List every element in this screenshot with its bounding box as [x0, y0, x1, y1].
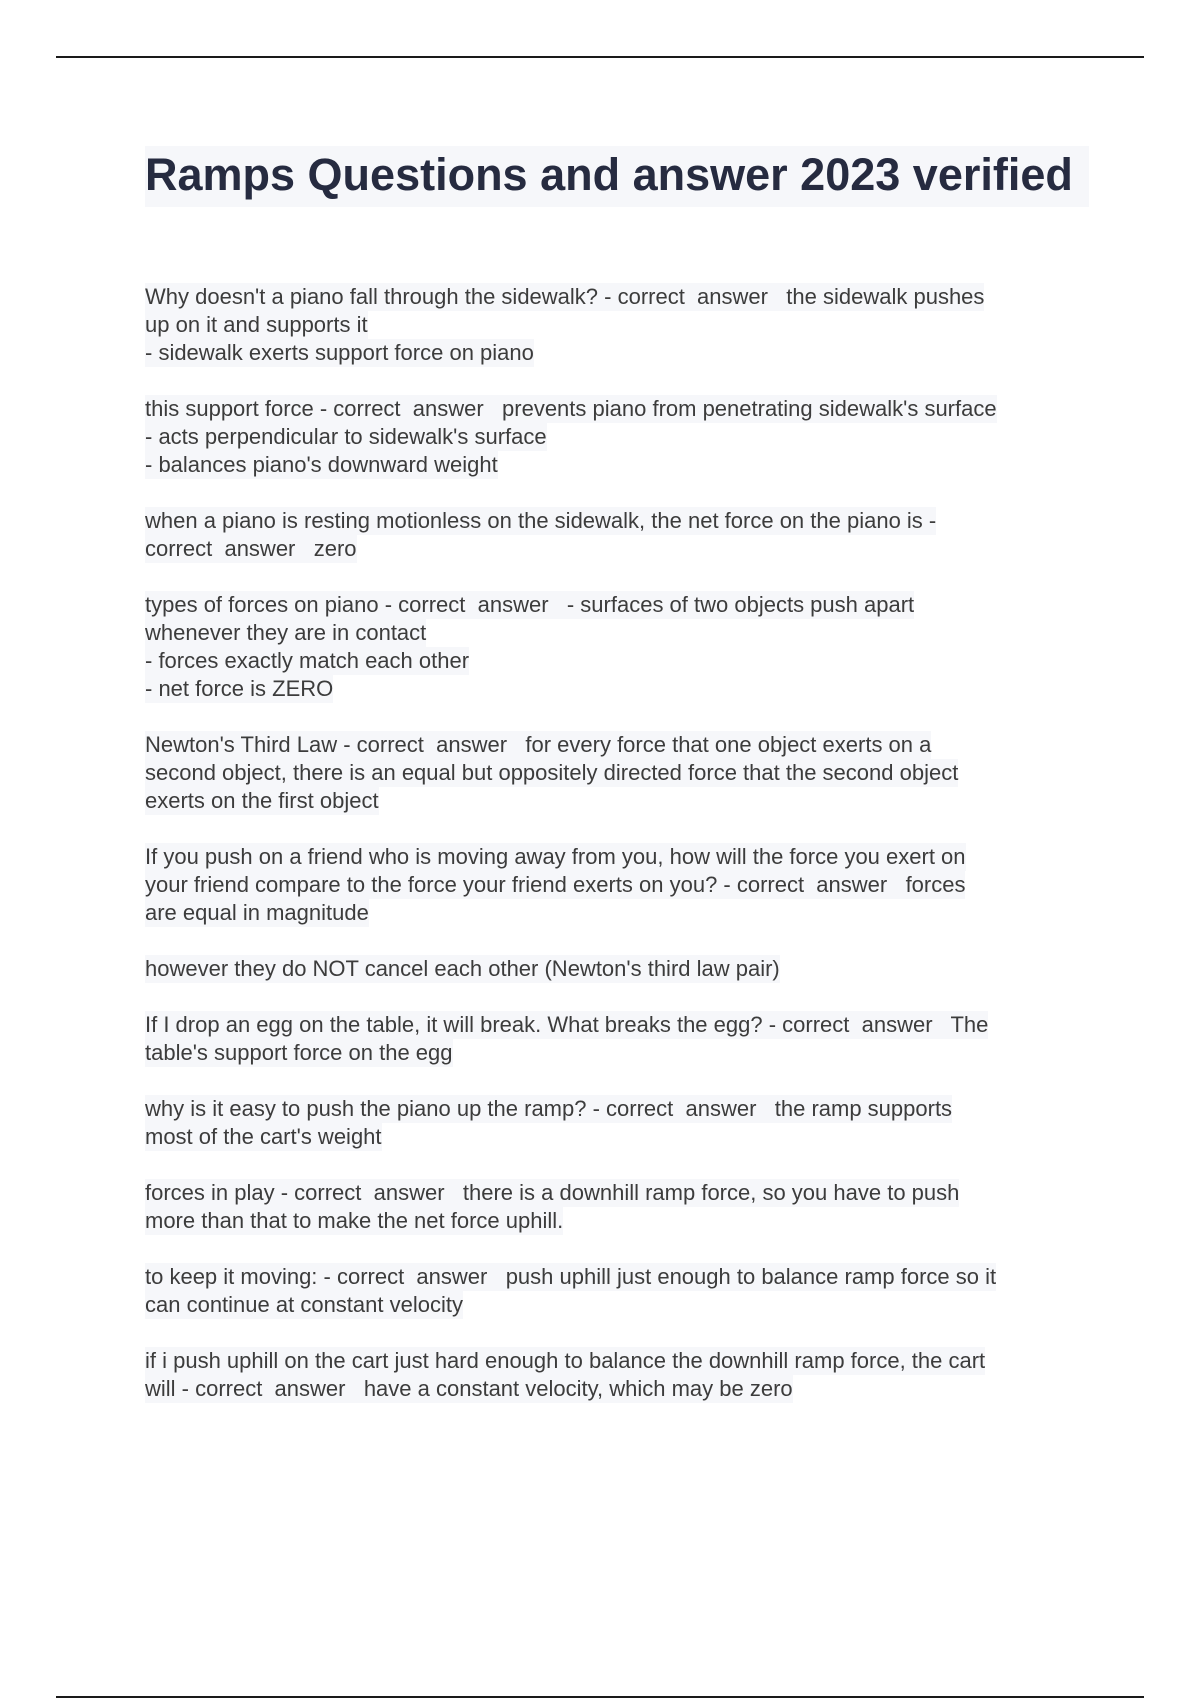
qa-entry — [145, 1179, 1085, 1235]
qa-line: forces in play - correct answer there is a downhill ramp force, so you have to push — [145, 1180, 960, 1205]
qa-entry — [145, 1011, 1085, 1067]
qa-line: however they do NOT cancel each other (Newton's third law pair) — [145, 956, 780, 981]
qa-line: most of the cart's weight — [145, 1124, 382, 1149]
bottom-rule — [56, 1696, 1144, 1698]
qa-line: If you push on a friend who is moving away from you, how will the force you exert on — [145, 844, 966, 869]
qa-entry — [145, 283, 1085, 367]
document-title: Ramps Questions and answer 2023 verified — [145, 149, 1073, 200]
qa-line: types of forces on piano - correct answer - surfaces of two objects push apart — [145, 592, 915, 617]
qa-line: why is it easy to push the piano up the ramp? - correct answer the ramp supports — [145, 1096, 953, 1121]
qa-line: correct answer zero — [145, 536, 357, 561]
title-block — [145, 146, 1089, 207]
qa-line: this support force - correct answer prevents piano from penetrating sidewalk's surface — [145, 396, 997, 421]
qa-entry — [145, 1347, 1085, 1403]
qa-line: table's support force on the egg — [145, 1040, 453, 1065]
qa-line: your friend compare to the force your friend exerts on you? - correct answer forces — [145, 872, 966, 897]
qa-line: If I drop an egg on the table, it will break. What breaks the egg? - correct answer The — [145, 1012, 989, 1037]
qa-line: will - correct answer have a constant velocity, which may be zero — [145, 1376, 793, 1401]
qa-line: - sidewalk exerts support force on piano — [145, 340, 534, 365]
qa-line: - balances piano's downward weight — [145, 452, 498, 477]
qa-line: if i push uphill on the cart just hard enough to balance the downhill ramp force, the cart — [145, 1348, 986, 1373]
qa-line: up on it and supports it — [145, 312, 368, 337]
qa-list — [145, 283, 1085, 1431]
qa-line: whenever they are in contact — [145, 620, 427, 645]
qa-entry — [145, 1095, 1085, 1151]
qa-entry — [145, 843, 1085, 927]
qa-line: - forces exactly match each other — [145, 648, 470, 673]
qa-entry — [145, 591, 1085, 703]
qa-line: can continue at constant velocity — [145, 1292, 463, 1317]
qa-line: more than that to make the net force uphill. — [145, 1208, 564, 1233]
qa-line: exerts on the first object — [145, 788, 379, 813]
qa-line: to keep it moving: - correct answer push uphill just enough to balance ramp force so it — [145, 1264, 997, 1289]
qa-line: are equal in magnitude — [145, 900, 369, 925]
top-rule — [56, 56, 1144, 58]
qa-entry — [145, 955, 1085, 983]
qa-entry — [145, 731, 1085, 815]
qa-entry — [145, 1263, 1085, 1319]
qa-line: - net force is ZERO — [145, 676, 334, 701]
qa-line: - acts perpendicular to sidewalk's surface — [145, 424, 547, 449]
qa-line: Newton's Third Law - correct answer for every force that one object exerts on a — [145, 732, 932, 757]
qa-line: Why doesn't a piano fall through the sidewalk? - correct answer the sidewalk pushes — [145, 284, 985, 309]
qa-entry — [145, 395, 1085, 479]
qa-entry — [145, 507, 1085, 563]
qa-line: when a piano is resting motionless on the sidewalk, the net force on the piano is - — [145, 508, 937, 533]
qa-line: second object, there is an equal but oppositely directed force that the second object — [145, 760, 959, 785]
